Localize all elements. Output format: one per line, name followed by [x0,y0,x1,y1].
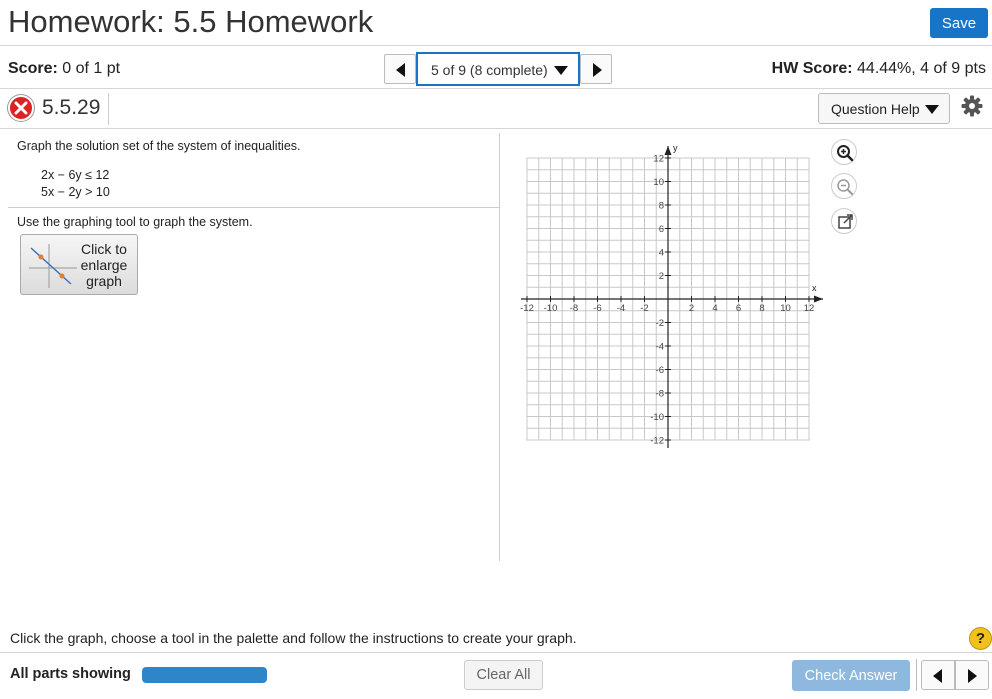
y-tick-label: -10 [650,412,664,423]
check-answer-button[interactable]: Check Answer [792,660,910,691]
clear-all-button[interactable]: Clear All [464,660,543,690]
score [8,60,120,78]
enlarge-graph-button[interactable] [20,234,138,295]
divider [108,93,109,125]
hw-score-label: HW Score: [771,60,853,77]
y-axis-arrow [665,146,672,155]
incorrect-icon [8,95,34,121]
hw-score [772,60,986,78]
y-tick-label: 10 [653,177,664,188]
x-axis-arrow [814,296,823,303]
coordinate-graph[interactable] [514,140,824,452]
x-tick-label: -12 [520,303,534,314]
x-tick-label: 8 [759,303,765,314]
question-selector[interactable] [416,52,580,86]
arrow-right-icon [968,669,977,683]
x-axis-label: x [812,283,817,293]
previous-button[interactable] [921,660,955,690]
bottom-bar [0,652,992,699]
x-tick-label: 2 [688,303,695,314]
save-button[interactable]: Save [930,8,988,38]
y-tick-label: -2 [655,318,664,329]
divider [916,659,917,691]
score-label: Score: [8,60,58,77]
y-tick-label: 2 [658,271,664,282]
y-tick-label: 6 [658,224,664,235]
zoom-out-icon[interactable] [831,173,857,199]
y-tick-label: 12 [653,153,664,165]
header [0,0,992,46]
zoom-in-icon[interactable] [831,139,857,165]
x-tick-label: -8 [569,303,579,314]
x-tick-label: 4 [712,303,718,314]
question-bar [0,89,992,129]
inequality-2: 5x − 2y > 10 [41,185,110,199]
inequality-1: 2x − 6y ≤ 12 [41,168,110,182]
caret-down-icon [554,66,568,75]
x-tick-label: 12 [803,303,815,314]
next-question-button[interactable] [580,54,612,84]
parts-progress-bar [142,667,267,683]
question-number: 5.5.29 [42,96,101,119]
x-tick-label: 10 [780,303,791,314]
arrow-left-icon [396,63,405,77]
hw-score-value: 44.44%, 4 of 9 pts [857,60,986,77]
x-tick-label: -2 [640,303,649,314]
y-tick-label: 4 [658,247,664,259]
x-tick-label: -10 [543,303,558,314]
y-tick-label: -8 [655,388,664,400]
question-selector-text: 5 of 9 (8 complete) [431,62,548,78]
parts-progress-fill [142,667,267,683]
homework-title: Homework: 5.5 Homework [8,4,374,39]
popout-icon[interactable] [831,208,857,234]
x-tick-label: 6 [735,303,742,314]
graph-thumbnail-icon [27,242,77,288]
arrow-left-icon [933,669,942,683]
enlarge-graph-label: Click to enlarge graph [80,241,128,289]
panel-divider [499,133,500,561]
y-tick-label: 8 [658,200,664,212]
question-help-button[interactable] [818,93,950,124]
question-help-label: Question Help [831,101,920,117]
arrow-right-icon [593,63,602,77]
score-bar [0,47,992,89]
gear-icon[interactable] [961,95,983,122]
next-button[interactable] [955,660,989,690]
tool-instruction: Use the graphing tool to graph the system. [17,215,253,229]
graph-instruction: Click the graph, choose a tool in the palette and follow the instructions to create your graph. [10,630,577,646]
score-value: 0 of 1 pt [62,60,121,77]
caret-down-icon [925,105,939,114]
y-tick-label: -12 [650,435,664,447]
x-tick-label: -4 [616,303,626,314]
parts-label: All parts showing [10,666,131,682]
y-axis-label: y [673,143,678,153]
question-instruction: Graph the solution set of the system of inequalities. [17,139,301,153]
separator [8,207,499,208]
y-tick-label: -6 [655,365,664,376]
previous-question-button[interactable] [384,54,416,84]
y-tick-label: -4 [655,341,664,353]
help-icon[interactable]: ? [969,627,992,650]
x-tick-label: -6 [593,303,602,314]
